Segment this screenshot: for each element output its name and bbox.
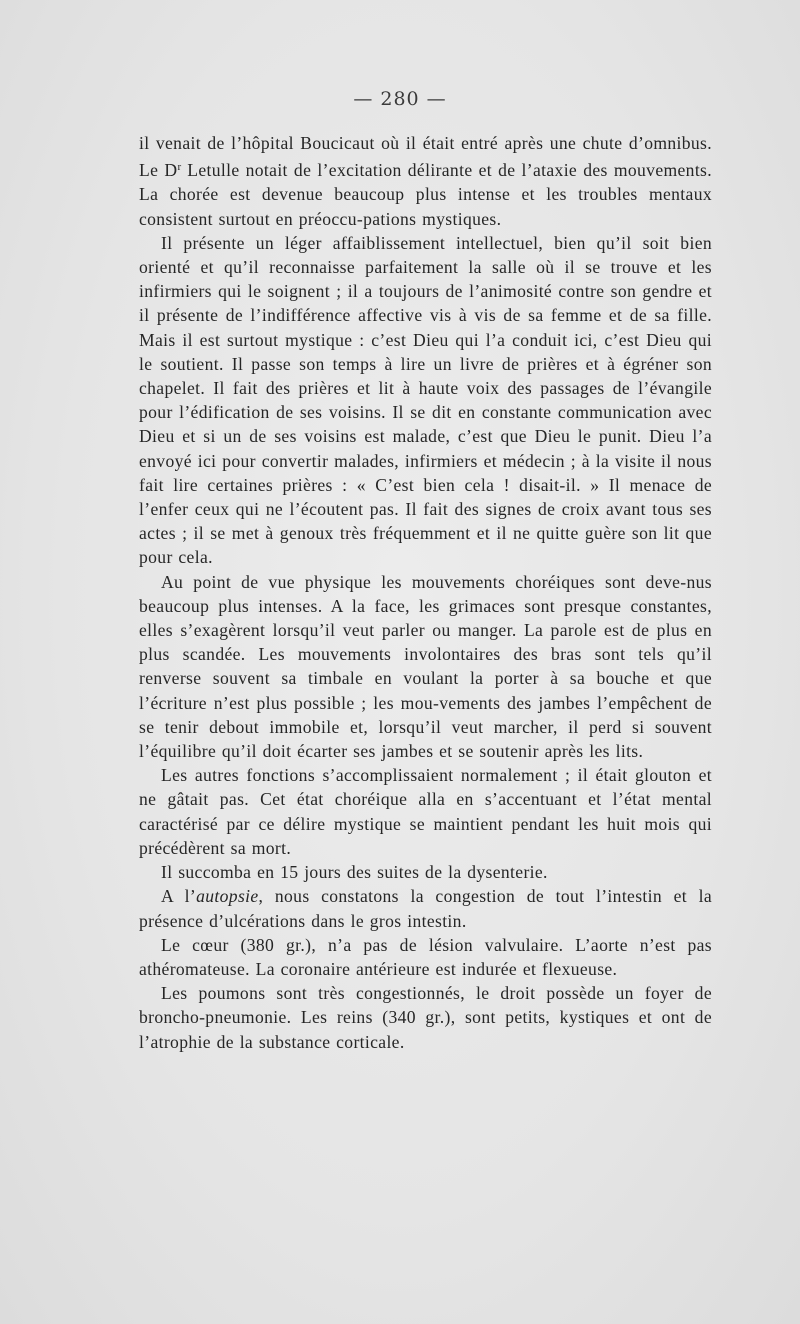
paragraph-8: Les poumons sont très congestionnés, le droit possède un foyer de broncho-pneumonie. Les reins (340 gr.), sont petits, kystiques et ont de l’atrophie de la substance corticale. [139, 983, 712, 1052]
paragraph-5: Il succomba en 15 jours des suites de la dysenterie. [161, 862, 548, 883]
paragraph-2: Il présente un léger affaiblissement intellectuel, bien qu’il soit bien orienté et qu’il reconnaisse parfaitement la salle où il se trouve et les infirmiers qui le soignent ; il a toujours de l’animosité contre son gendre et il présente de l’indifférence affective vis à vis de sa femme et de sa fille. Mais il est surtout mystique : c’est Dieu qui l’a conduit ici, c’est Dieu qui le soutient. Il passe son temps à lire un livre de prières et à égréner son chapelet. Il fait des prières et lit à haute voix des passages de l’évangile pour l’édification de ses voisins. Il se dit en constante communication avec Dieu et si un de ses voisins est malade, c’est que Dieu le punit. Dieu l’a envoyé ici pour convertir malades, infirmiers et médecin ; à la visite il nous fait lire certaines prières : « C’est bien cela ! disait-il. » Il menace de l’enfer ceux qui ne l’écoutent pas. Il fait des signes de croix avant tous ses actes ; il se met à genoux très fréquemment et il ne quitte guère son lit que pour cela. [139, 232, 712, 568]
paragraph-6-text: , nous constatons la congestion de tout l’intestin et la présence d’ulcérations dans le gros intestin. [139, 886, 712, 931]
paragraph-7: Le cœur (380 gr.), n’a pas de lésion valvulaire. L’aorte n’est pas athéromateuse. La coronaire antérieure est indurée et flexueuse. [139, 934, 712, 979]
paragraph-6-lead: A l’ [161, 886, 197, 907]
paragraph-1-text-after: Letulle notait de l’excitation délirante et de l’ataxie des mouvements. La chorée est devenue beaucoup plus intense et les troubles mentaux consistent surtout en préoccu-pations mystiques. [139, 160, 712, 229]
paragraph-4: Les autres fonctions s’accomplissaient normalement ; il était glouton et ne gâtait pas. Cet état choréique alla en s’accentuant et l’état mental caractérisé par ce délire mystique se maintient pendant les huit mois qui précédèrent sa mort. [139, 765, 712, 858]
body-text [139, 131, 712, 1054]
paragraph-1-text: il venait de l’hôpital Boucicaut où il était entré après une chute d’omnibus. Le D [139, 133, 712, 181]
paragraph-1 [139, 131, 712, 231]
paragraph-6 [139, 884, 712, 932]
autopsie-emphasis: autopsie [196, 886, 259, 907]
paragraph-3: Au point de vue physique les mouvements choréiques sont deve-nus beaucoup plus intenses. A la face, les grimaces sont presque constantes, elles s’exagèrent lorsqu’il veut parler ou manger. La parole est de plus en plus scandée. Les mouvements involontaires des bras sont tels qu’il renverse souvent sa timbale en voulant la porter à sa bouche et que l’écriture n’est plus possible ; les mou-vements des jambes l’empêchent de se tenir debout immobile et, lorsqu’il veut marcher, il perd si souvent l’équilibre qu’il doit écarter ses jambes et se soutenir après les lits. [139, 571, 712, 762]
doctor-superscript: r [177, 161, 182, 174]
page-number: — 280 — [353, 88, 447, 110]
